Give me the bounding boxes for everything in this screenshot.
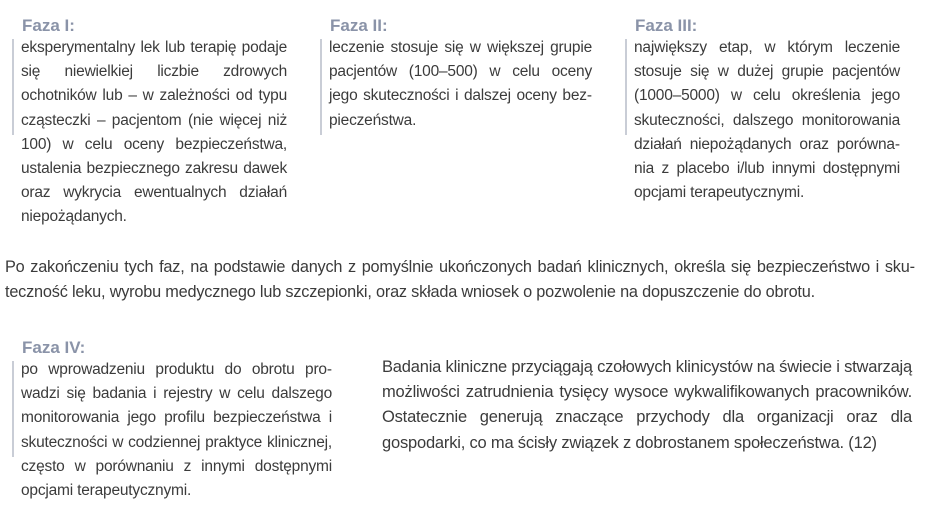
phase-3-title: Faza III: [635,16,698,35]
phase-2-title: Faza II: [330,16,388,35]
phase-1-side-rule [12,39,14,135]
phase-4-side-rule [12,361,14,457]
phase-2-text: leczenie stosuje się w większej grupie pacjentów (100–500) w celu oceny jego skuteczności i dalszej oceny bezpieczeństwa. [329,39,592,129]
phase-1-title: Faza I: [22,16,75,35]
phase-1-box [12,15,287,230]
summary-paragraph: Po zakończeniu tych faz, na podstawie danych z pomyślnie ukończonych badań klinicznych, określa się bezpieczeństwo i skuteczność leku, wyrobu medycznego lub szczepionki, oraz składa wniosek o pozwolenie na dopuszczenie do obrotu. [5,258,915,301]
phase-3-box [625,15,900,205]
phase-2-side-rule [320,39,322,135]
closing-paragraph: Badania kliniczne przyciągają czołowych klinicystów na świecie i stwarzają możliwości zatrudnienia tysięcy wysoce wykwalifikowanych pracowników. Ostatecznie generują znaczące przychody dla organizacji oraz dla gospodarki, co ma ścisły związek z dobrostanem społeczeństwa. (12) [382,358,912,452]
phase-4-box [12,337,332,503]
phase-3-text: największy etap, w którym leczenie stosuje się w dużej grupie pacjentów (1000–5000) w celu określenia jego skuteczności, dalszego monitorowania działań niepożądanych oraz porównania z placebo i/lub innymi dostępnymi opcjami terapeutycznymi. [634,39,900,202]
phase-4-text: po wprowadzeniu produktu do obrotu prowadzi się badania i rejestry w celu dalszego monitorowania jego profilu bezpieczeństwa i skuteczności w codziennej praktyce klinicznej, często w porównaniu z innymi dostępnymi opcjami terapeutycznymi. [21,361,332,500]
phase-2-box [320,15,592,133]
phase-1-text: eksperymentalny lek lub terapię podaje się niewielkiej liczbie zdrowych ochotników lub – w zależności od typu cząsteczki – pacjentom (nie więcej niż 100) w celu oceny bezpieczeństwa, ustalenia bezpiecznego zakresu dawek oraz wykrycia ewentualnych działań niepożądanych. [21,39,287,226]
phase-4-title: Faza IV: [22,338,86,357]
phase-3-side-rule [625,39,627,135]
